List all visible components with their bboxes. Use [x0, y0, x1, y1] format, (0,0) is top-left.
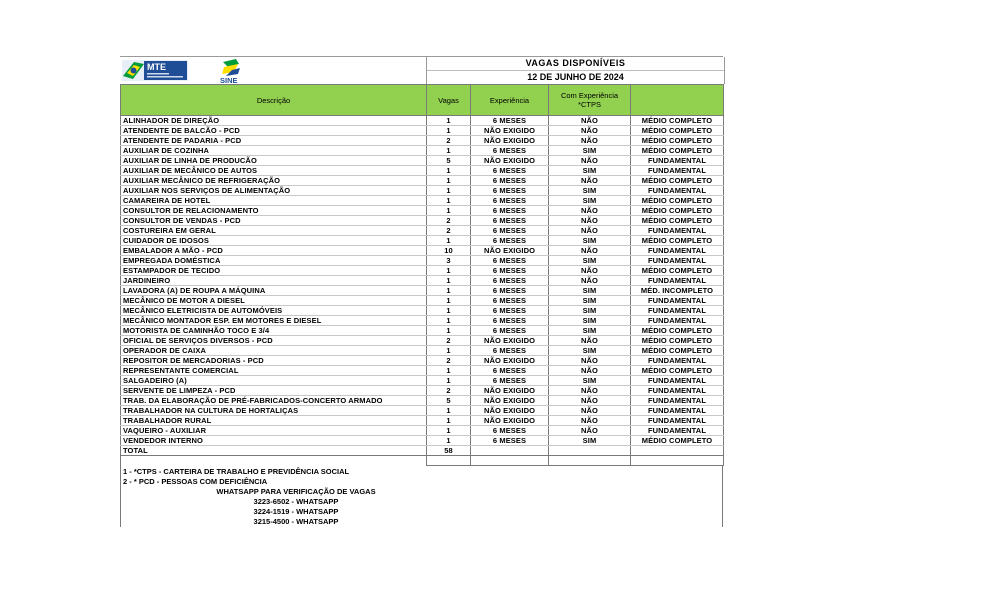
total-label: TOTAL — [121, 446, 427, 456]
table-row — [121, 116, 724, 126]
table-row — [121, 226, 724, 236]
cell-escolaridade: MÉDIO COMPLETO — [631, 176, 724, 186]
blank-cell — [471, 456, 549, 466]
cell-ctps: SIM — [549, 296, 631, 306]
cell-ctps: NÃO — [549, 356, 631, 366]
cell-escolaridade: FUNDAMENTAL — [631, 156, 724, 166]
cell-experiencia: 6 MESES — [471, 166, 549, 176]
cell-descricao: TRABALHADOR NA CULTURA DE HORTALIÇAS — [121, 406, 427, 416]
cell-descricao: CUIDADOR DE IDOSOS — [121, 236, 427, 246]
table-row — [121, 286, 724, 296]
total-empty-cell — [549, 446, 631, 456]
column-header-descricao: Descrição — [121, 85, 427, 116]
cell-experiencia: 6 MESES — [471, 216, 549, 226]
cell-descricao: COSTUREIRA EM GERAL — [121, 226, 427, 236]
cell-ctps: SIM — [549, 256, 631, 266]
cell-ctps: SIM — [549, 326, 631, 336]
cell-escolaridade: FUNDAMENTAL — [631, 256, 724, 266]
cell-descricao: MECÂNICO DE MOTOR A DIESEL — [121, 296, 427, 306]
table-row — [121, 156, 724, 166]
cell-experiencia: NÃO EXIGIDO — [471, 136, 549, 146]
cell-vagas: 1 — [427, 146, 471, 156]
table-row — [121, 336, 724, 346]
table-row — [121, 146, 724, 156]
cell-vagas: 1 — [427, 436, 471, 446]
cell-vagas: 1 — [427, 266, 471, 276]
cell-vagas: 1 — [427, 376, 471, 386]
cell-experiencia: 6 MESES — [471, 346, 549, 356]
cell-vagas: 1 — [427, 196, 471, 206]
blank-cell — [631, 456, 724, 466]
total-row — [121, 446, 724, 456]
table-row — [121, 136, 724, 146]
cell-experiencia: 6 MESES — [471, 326, 549, 336]
column-header-ctps — [549, 85, 631, 116]
table-row — [121, 406, 724, 416]
note-pcd: 2 - * PCD - PESSOAS COM DEFICIÊNCIA — [123, 477, 268, 486]
cell-experiencia: 6 MESES — [471, 286, 549, 296]
cell-descricao: OPERADOR DE CAIXA — [121, 346, 427, 356]
column-header-ctps-line1: Com Experiência — [560, 91, 619, 100]
cell-experiencia: NÃO EXIGIDO — [471, 396, 549, 406]
total-empty-cell — [471, 446, 549, 456]
cell-escolaridade: FUNDAMENTAL — [631, 246, 724, 256]
job-openings-sheet — [120, 56, 723, 527]
cell-escolaridade: MÉDIO COMPLETO — [631, 336, 724, 346]
cell-ctps: SIM — [549, 186, 631, 196]
cell-ctps: SIM — [549, 196, 631, 206]
cell-vagas: 1 — [427, 176, 471, 186]
cell-descricao: ESTAMPADOR DE TECIDO — [121, 266, 427, 276]
cell-ctps: SIM — [549, 436, 631, 446]
table-row — [121, 126, 724, 136]
cell-ctps: SIM — [549, 166, 631, 176]
cell-vagas: 2 — [427, 226, 471, 236]
cell-descricao: SALGADEIRO (A) — [121, 376, 427, 386]
cell-descricao: AUXILIAR NOS SERVIÇOS DE ALIMENTAÇÃO — [121, 186, 427, 196]
cell-ctps: NÃO — [549, 426, 631, 436]
cell-descricao: MOTORISTA DE CAMINHÃO TOCO E 3/4 — [121, 326, 427, 336]
table-row — [121, 216, 724, 226]
cell-vagas: 1 — [427, 296, 471, 306]
cell-escolaridade: MÉD. INCOMPLETO — [631, 286, 724, 296]
cell-ctps: SIM — [549, 286, 631, 296]
cell-experiencia: 6 MESES — [471, 196, 549, 206]
cell-vagas: 1 — [427, 426, 471, 436]
cell-experiencia: NÃO EXIGIDO — [471, 356, 549, 366]
cell-escolaridade: MÉDIO COMPLETO — [631, 116, 724, 126]
cell-vagas: 2 — [427, 336, 471, 346]
blank-row — [121, 456, 724, 466]
table-row — [121, 166, 724, 176]
cell-experiencia: 6 MESES — [471, 376, 549, 386]
cell-ctps: NÃO — [549, 216, 631, 226]
cell-ctps: NÃO — [549, 416, 631, 426]
cell-experiencia: 6 MESES — [471, 146, 549, 156]
cell-experiencia: NÃO EXIGIDO — [471, 126, 549, 136]
cell-escolaridade: MÉDIO COMPLETO — [631, 366, 724, 376]
cell-experiencia: 6 MESES — [471, 226, 549, 236]
table-row — [121, 386, 724, 396]
cell-vagas: 2 — [427, 136, 471, 146]
cell-escolaridade: MÉDIO COMPLETO — [631, 126, 724, 136]
cell-descricao: JARDINEIRO — [121, 276, 427, 286]
cell-descricao: EMBALADOR A MÃO - PCD — [121, 246, 427, 256]
cell-ctps: SIM — [549, 316, 631, 326]
blank-cell — [549, 456, 631, 466]
cell-experiencia: NÃO EXIGIDO — [471, 156, 549, 166]
cell-descricao: LAVADORA (A) DE ROUPA A MÁQUINA — [121, 286, 427, 296]
cell-escolaridade: FUNDAMENTAL — [631, 376, 724, 386]
cell-experiencia: NÃO EXIGIDO — [471, 406, 549, 416]
whatsapp-phone: 3224-1519 - WHATSAPP — [253, 507, 339, 516]
table-row — [121, 296, 724, 306]
table-row — [121, 256, 724, 266]
table-row — [121, 186, 724, 196]
cell-ctps: SIM — [549, 306, 631, 316]
cell-descricao: CONSULTOR DE RELACIONAMENTO — [121, 206, 427, 216]
cell-escolaridade: FUNDAMENTAL — [631, 296, 724, 306]
cell-vagas: 2 — [427, 356, 471, 366]
page-title: VAGAS DISPONÍVEIS — [427, 57, 724, 71]
cell-vagas: 1 — [427, 326, 471, 336]
vacancies-table — [120, 84, 724, 466]
cell-descricao: AUXILIAR DE LINHA DE PRODUCÃO — [121, 156, 427, 166]
cell-ctps: NÃO — [549, 406, 631, 416]
total-vagas: 58 — [427, 446, 471, 456]
table-row — [121, 206, 724, 216]
cell-vagas: 2 — [427, 216, 471, 226]
cell-escolaridade: MÉDIO COMPLETO — [631, 236, 724, 246]
cell-descricao: TRAB. DA ELABORAÇÃO DE PRÉ-FABRICADOS-CONCERTO ARMADO — [121, 396, 427, 406]
cell-escolaridade: MÉDIO COMPLETO — [631, 196, 724, 206]
table-row — [121, 176, 724, 186]
cell-vagas: 1 — [427, 206, 471, 216]
cell-experiencia: NÃO EXIGIDO — [471, 246, 549, 256]
cell-escolaridade: MÉDIO COMPLETO — [631, 206, 724, 216]
cell-ctps: NÃO — [549, 366, 631, 376]
column-header-vagas: Vagas — [427, 85, 471, 116]
cell-escolaridade: FUNDAMENTAL — [631, 276, 724, 286]
table-row — [121, 236, 724, 246]
cell-experiencia: 6 MESES — [471, 116, 549, 126]
cell-ctps: NÃO — [549, 396, 631, 406]
cell-experiencia: 6 MESES — [471, 176, 549, 186]
cell-experiencia: 6 MESES — [471, 206, 549, 216]
cell-vagas: 1 — [427, 416, 471, 426]
cell-descricao: CAMAREIRA DE HOTEL — [121, 196, 427, 206]
cell-ctps: NÃO — [549, 136, 631, 146]
cell-experiencia: 6 MESES — [471, 236, 549, 246]
cell-escolaridade: MÉDIO COMPLETO — [631, 346, 724, 356]
page-date: 12 DE JUNHO DE 2024 — [527, 72, 624, 82]
svg-text:MTE: MTE — [147, 62, 166, 72]
cell-descricao: OFICIAL DE SERVIÇOS DIVERSOS - PCD — [121, 336, 427, 346]
svg-text:SINE: SINE — [220, 76, 238, 84]
cell-escolaridade: FUNDAMENTAL — [631, 396, 724, 406]
cell-escolaridade: FUNDAMENTAL — [631, 356, 724, 366]
cell-escolaridade: FUNDAMENTAL — [631, 426, 724, 436]
cell-vagas: 1 — [427, 346, 471, 356]
cell-experiencia: 6 MESES — [471, 316, 549, 326]
cell-escolaridade: FUNDAMENTAL — [631, 166, 724, 176]
cell-escolaridade: MÉDIO COMPLETO — [631, 136, 724, 146]
table-row — [121, 426, 724, 436]
cell-experiencia: 6 MESES — [471, 426, 549, 436]
cell-escolaridade: FUNDAMENTAL — [631, 406, 724, 416]
cell-ctps: NÃO — [549, 266, 631, 276]
cell-experiencia: NÃO EXIGIDO — [471, 336, 549, 346]
cell-ctps: SIM — [549, 346, 631, 356]
cell-descricao: REPRESENTANTE COMERCIAL — [121, 366, 427, 376]
cell-descricao: AUXILIAR MECÂNICO DE REFRIGERAÇÃO — [121, 176, 427, 186]
cell-ctps: SIM — [549, 376, 631, 386]
cell-vagas: 1 — [427, 166, 471, 176]
cell-vagas: 1 — [427, 406, 471, 416]
cell-descricao: ALINHADOR DE DIREÇÃO — [121, 116, 427, 126]
table-row — [121, 356, 724, 366]
cell-experiencia: NÃO EXIGIDO — [471, 386, 549, 396]
blank-cell — [427, 456, 471, 466]
cell-vagas: 5 — [427, 156, 471, 166]
cell-vagas: 1 — [427, 116, 471, 126]
table-row — [121, 316, 724, 326]
table-row — [121, 346, 724, 356]
notes-section — [120, 466, 723, 527]
cell-escolaridade: FUNDAMENTAL — [631, 386, 724, 396]
cell-ctps: NÃO — [549, 126, 631, 136]
whatsapp-phone: 3223-6502 - WHATSAPP — [253, 497, 339, 506]
note-ctps: 1 - *CTPS - CARTEIRA DE TRABALHO E PREVIDÊNCIA SOCIAL — [123, 467, 350, 476]
cell-ctps: NÃO — [549, 226, 631, 236]
table-row — [121, 266, 724, 276]
cell-descricao: ATENDENTE DE BALCÃO - PCD — [121, 126, 427, 136]
cell-escolaridade: FUNDAMENTAL — [631, 226, 724, 236]
cell-vagas: 5 — [427, 396, 471, 406]
cell-vagas: 1 — [427, 316, 471, 326]
cell-descricao: AUXILIAR DE MECÂNICO DE AUTOS — [121, 166, 427, 176]
cell-vagas: 10 — [427, 246, 471, 256]
cell-ctps: NÃO — [549, 156, 631, 166]
table-body — [121, 116, 724, 466]
table-row — [121, 276, 724, 286]
cell-descricao: EMPREGADA DOMÉSTICA — [121, 256, 427, 266]
cell-ctps: NÃO — [549, 206, 631, 216]
cell-experiencia: 6 MESES — [471, 256, 549, 266]
table-row — [121, 376, 724, 386]
cell-experiencia: 6 MESES — [471, 306, 549, 316]
cell-experiencia: NÃO EXIGIDO — [471, 416, 549, 426]
sine-logo — [218, 58, 244, 84]
cell-ctps: NÃO — [549, 246, 631, 256]
cell-escolaridade: MÉDIO COMPLETO — [631, 266, 724, 276]
column-header-ctps-line2: *CTPS — [578, 100, 601, 109]
whatsapp-phone: 3215-4500 - WHATSAPP — [253, 517, 339, 526]
cell-ctps: NÃO — [549, 276, 631, 286]
table-row — [121, 196, 724, 206]
cell-descricao: CONSULTOR DE VENDAS - PCD — [121, 216, 427, 226]
table-row — [121, 366, 724, 376]
cell-escolaridade: FUNDAMENTAL — [631, 306, 724, 316]
cell-descricao: MECÂNICO ELETRICISTA DE AUTOMÓVEIS — [121, 306, 427, 316]
cell-ctps: NÃO — [549, 386, 631, 396]
cell-vagas: 1 — [427, 306, 471, 316]
cell-experiencia: 6 MESES — [471, 366, 549, 376]
table-row — [121, 326, 724, 336]
column-header-escolaridade — [631, 85, 724, 116]
cell-vagas: 1 — [427, 276, 471, 286]
cell-escolaridade: MÉDIO COMPLETO — [631, 436, 724, 446]
cell-descricao: REPOSITOR DE MERCADORIAS - PCD — [121, 356, 427, 366]
logo-area — [120, 57, 426, 84]
cell-ctps: SIM — [549, 236, 631, 246]
cell-descricao: MECÂNICO MONTADOR ESP. EM MOTORES E DIESEL — [121, 316, 427, 326]
cell-escolaridade: MÉDIO COMPLETO — [631, 146, 724, 156]
cell-descricao: ATENDENTE DE PADARIA - PCD — [121, 136, 427, 146]
cell-experiencia: 6 MESES — [471, 276, 549, 286]
cell-vagas: 1 — [427, 126, 471, 136]
cell-vagas: 1 — [427, 366, 471, 376]
cell-vagas: 1 — [427, 236, 471, 246]
total-empty-cell — [631, 446, 724, 456]
cell-experiencia: 6 MESES — [471, 186, 549, 196]
whatsapp-title: WHATSAPP PARA VERIFICAÇÃO DE VAGAS — [216, 487, 376, 496]
table-row — [121, 396, 724, 406]
cell-ctps: SIM — [549, 146, 631, 156]
cell-descricao: AUXILIAR DE COZINHA — [121, 146, 427, 156]
cell-experiencia: 6 MESES — [471, 266, 549, 276]
cell-escolaridade: FUNDAMENTAL — [631, 316, 724, 326]
cell-descricao: VAQUEIRO - AUXILIAR — [121, 426, 427, 436]
cell-experiencia: 6 MESES — [471, 296, 549, 306]
cell-ctps: NÃO — [549, 336, 631, 346]
cell-vagas: 1 — [427, 186, 471, 196]
table-header-row — [121, 85, 724, 116]
title-area — [426, 57, 725, 84]
cell-vagas: 3 — [427, 256, 471, 266]
blank-cell — [121, 456, 427, 466]
table-row — [121, 246, 724, 256]
mte-logo — [122, 60, 188, 81]
sheet-header — [120, 56, 723, 84]
cell-descricao: VENDEDOR INTERNO — [121, 436, 427, 446]
table-row — [121, 436, 724, 446]
cell-escolaridade: FUNDAMENTAL — [631, 416, 724, 426]
cell-vagas: 1 — [427, 286, 471, 296]
table-row — [121, 416, 724, 426]
cell-ctps: NÃO — [549, 176, 631, 186]
cell-descricao: TRABALHADOR RURAL — [121, 416, 427, 426]
table-row — [121, 306, 724, 316]
cell-vagas: 2 — [427, 386, 471, 396]
cell-experiencia: 6 MESES — [471, 436, 549, 446]
cell-ctps: NÃO — [549, 116, 631, 126]
cell-descricao: SERVENTE DE LIMPEZA - PCD — [121, 386, 427, 396]
cell-escolaridade: FUNDAMENTAL — [631, 186, 724, 196]
column-header-experiencia: Experiência — [471, 85, 549, 116]
cell-escolaridade: MÉDIO COMPLETO — [631, 216, 724, 226]
cell-escolaridade: MÉDIO COMPLETO — [631, 326, 724, 336]
